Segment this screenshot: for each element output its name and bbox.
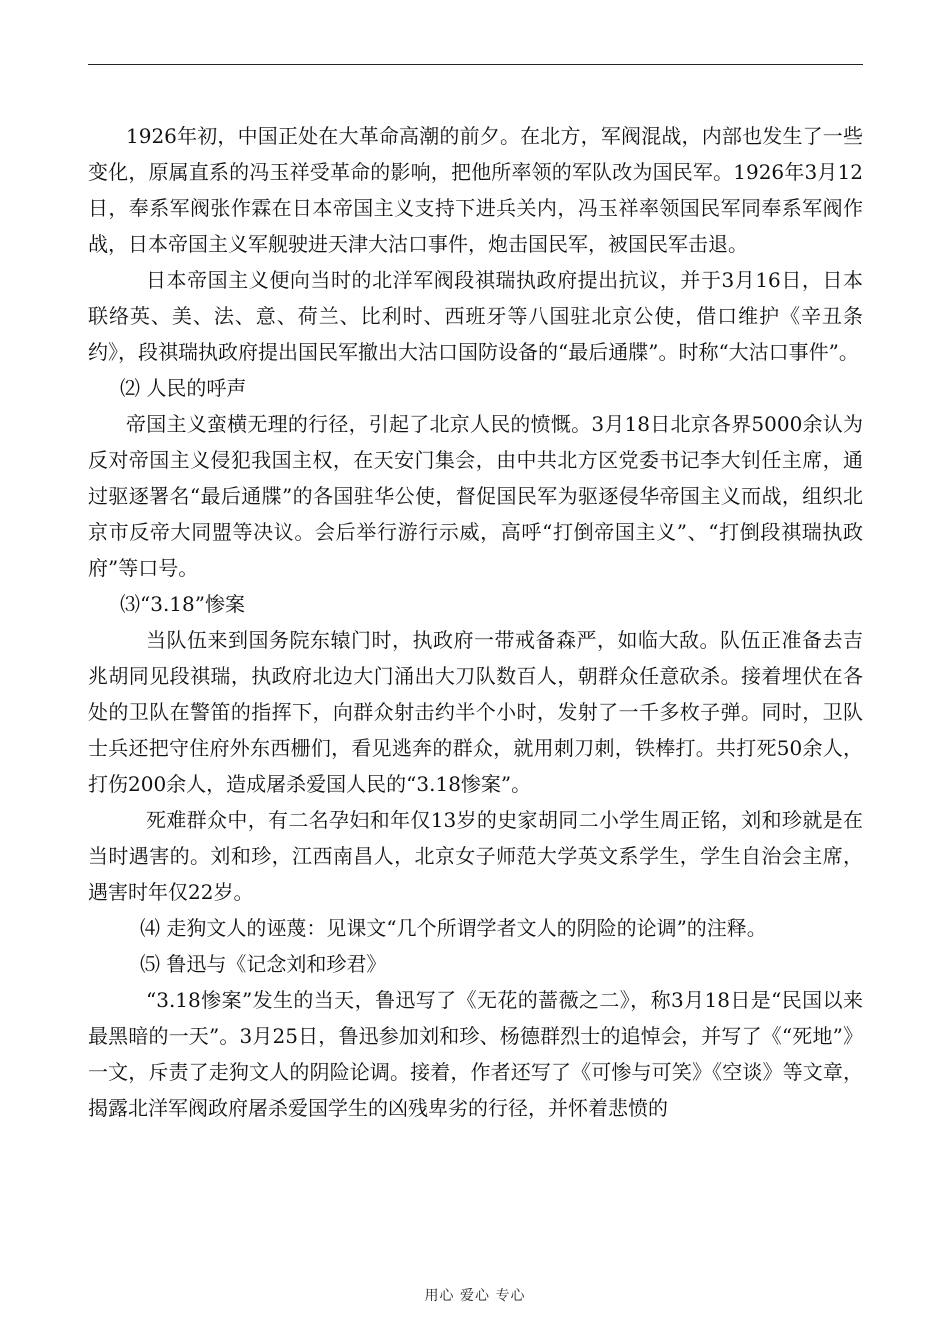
section-heading-peoples-voice: ⑵ 人民的呼声 [120,376,247,400]
paragraph-dagukou-incident: 日本帝国主义便向当时的北洋军阀段祺瑞执政府提出抗议，并于3月16日，日本联络英、美、法、意、荷兰、比利时、西班牙等八国驻北京公使，借口维护《辛丑条约》，段祺瑞执政府提出国民军撤出大沽口国防设备的“最后通牒”。时称“大沽口事件”。 [88,268,863,364]
header-rule [88,64,863,65]
paragraph-victims: 死难群众中，有二名孕妇和年仅13岁的史家胡同二小学生周正铭，刘和珍就是在当时遇害的。刘和珍，江西南昌人，北京女子师范大学英文系学生，学生自治会主席，遇害时年仅22岁。 [88,808,863,904]
paragraph-peoples-voice: 帝国主义蛮横无理的行径，引起了北京人民的愤慨。3月18日北京各界5000余认为反对帝国主义侵犯我国主权，在天安门集会，由中共北方区党委书记李大钊任主席，通过驱逐署名“最后通牒”的各国驻华公使，督促国民军为驱逐侵华帝国主义而战，组织北京市反帝大同盟等决议。会后举行游行示威，高呼“打倒帝国主义”、“打倒段祺瑞执政府”等口号。 [88,412,863,580]
section-heading-slander: ⑷ 走狗文人的诬蔑：见课文“几个所谓学者文人的阴险的论调”的注释。 [140,916,767,940]
section-heading-luxun: ⑸ 鲁迅与《记念刘和珍君》 [140,952,387,976]
section-heading-318-massacre: ⑶“3.18”惨案 [120,592,245,616]
document-body [88,118,863,1126]
paragraph-background: 1926年初，中国正处在大革命高潮的前夕。在北方，军阀混战，内部也发生了一些变化，原属直系的冯玉祥受革命的影响，把他所率领的军队改为国民军。1926年3月12日，奉系军阀张作霖在日本帝国主义支持下进兵关内，冯玉祥率领国民军同奉系军阀作战，日本帝国主义军舰驶进天津大沽口事件，炮击国民军，被国民军击退。 [88,124,863,256]
paragraph-318-massacre: 当队伍来到国务院东辕门时，执政府一带戒备森严，如临大敌。队伍正准备去吉兆胡同见段祺瑞，执政府北边大门涌出大刀队数百人，朝群众任意砍杀。接着埋伏在各处的卫队在警笛的指挥下，向群众射击约半个小时，发射了一千多枚子弹。同时，卫队士兵还把守住府外东西栅们，看见逃奔的群众，就用刺刀刺，铁棒打。共打死50余人，打伤200余人，造成屠杀爱国人民的“3.18惨案”。 [88,628,863,796]
paragraph-luxun: “3.18惨案”发生的当天，鲁迅写了《无花的蔷薇之二》，称3月18日是“民国以来最黑暗的一天”。3月25日，鲁迅参加刘和珍、杨德群烈士的追悼会，并写了《“死地”》一文，斥责了走狗文人的阴险论调。接着，作者还写了《可惨与可笑》《空谈》等文章，揭露北洋军阀政府屠杀爱国学生的凶残卑劣的行径，并怀着悲愤的 [88,988,863,1120]
page-footer: 用心 爱心 专心 [424,1288,526,1304]
